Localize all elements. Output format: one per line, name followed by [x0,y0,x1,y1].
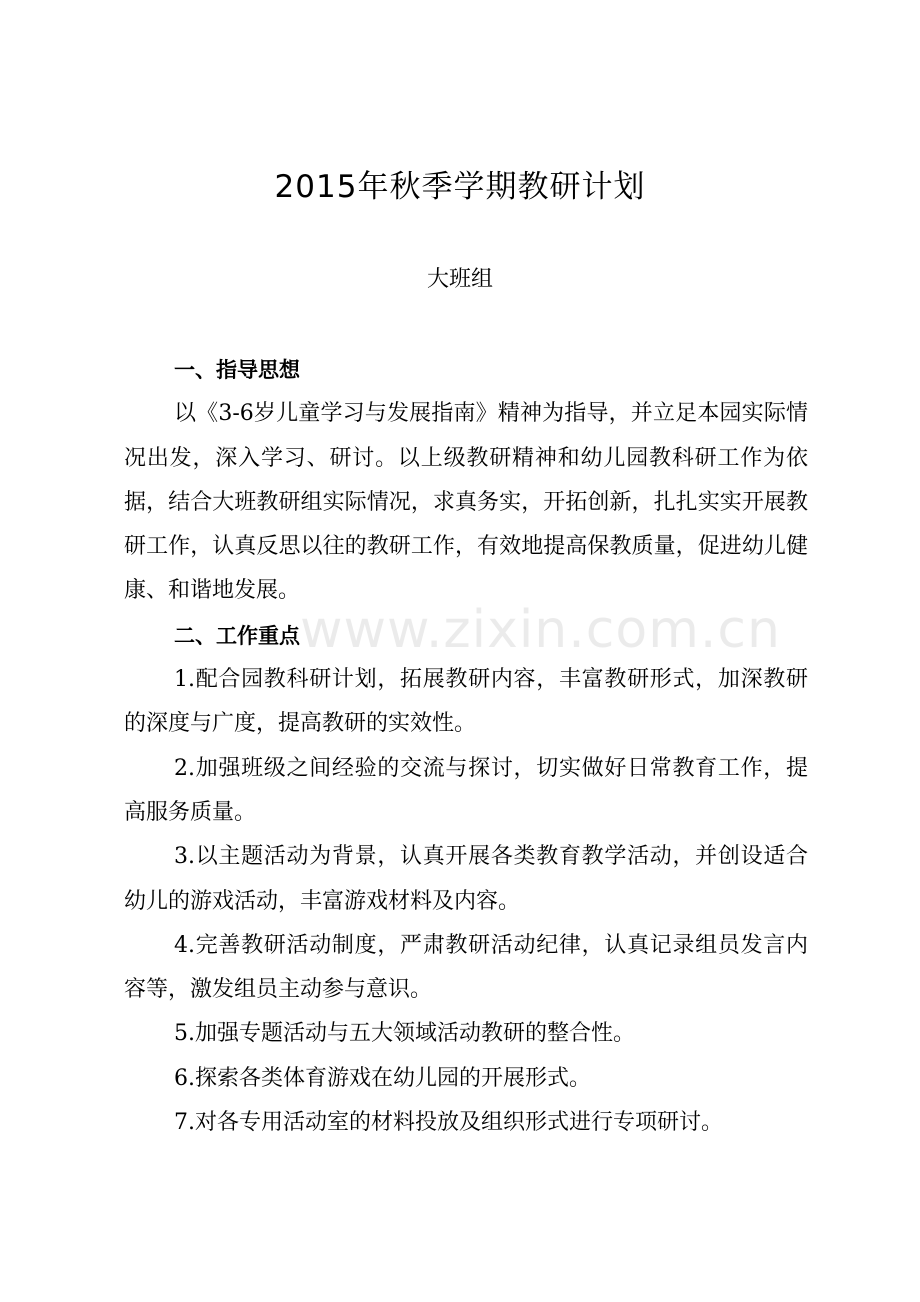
list-item-2: 2.加强班级之间经验的交流与探讨，切实做好日常教育工作，提高服务质量。 [124,755,808,825]
list-item-1: 1.配合园教科研计划，拓展教研内容，丰富教研形式，加深教研的深度与广度，提高教研的实效性。 [124,667,808,737]
document-title: 2015年秋季学期教研计划 [274,169,646,205]
list-item-7: 7.对各专用活动室的材料投放及组织形式进行专项研讨。 [174,1110,723,1136]
list-item-6: 6.探索各类体育游戏在幼儿园的开展形式。 [174,1065,591,1091]
document-body [124,348,808,1145]
section-heading-work-focus: 二、工作重点 [174,623,300,648]
document-subtitle: 大班组 [426,267,493,292]
list-item-5: 5.加强专题活动与五大领域活动教研的整合性。 [174,1021,635,1047]
paragraph-guiding-thought: 以《3-6岁儿童学习与发展指南》精神为指导，并立足本园实际情况出发，深入学习、研讨。以上级教研精神和幼儿园教科研工作为依据，结合大班教研组实际情况，求真务实，开拓创新，扎扎实实开展教研工作，认真反思以往的教研工作，有效地提高保教质量，促进幼儿健康、和谐地发展。 [124,401,808,604]
list-item-3: 3.以主题活动为背景，认真开展各类教育教学活动，并创设适合幼儿的游戏活动，丰富游戏材料及内容。 [124,844,808,914]
list-item-4: 4.完善教研活动制度，严肃教研活动纪律，认真记录组员发言内容等，激发组员主动参与意识。 [124,932,808,1003]
watermark-text: www.zixin.com.cn [300,600,781,660]
section-heading-guiding-thought: 一、指导思想 [174,358,300,382]
